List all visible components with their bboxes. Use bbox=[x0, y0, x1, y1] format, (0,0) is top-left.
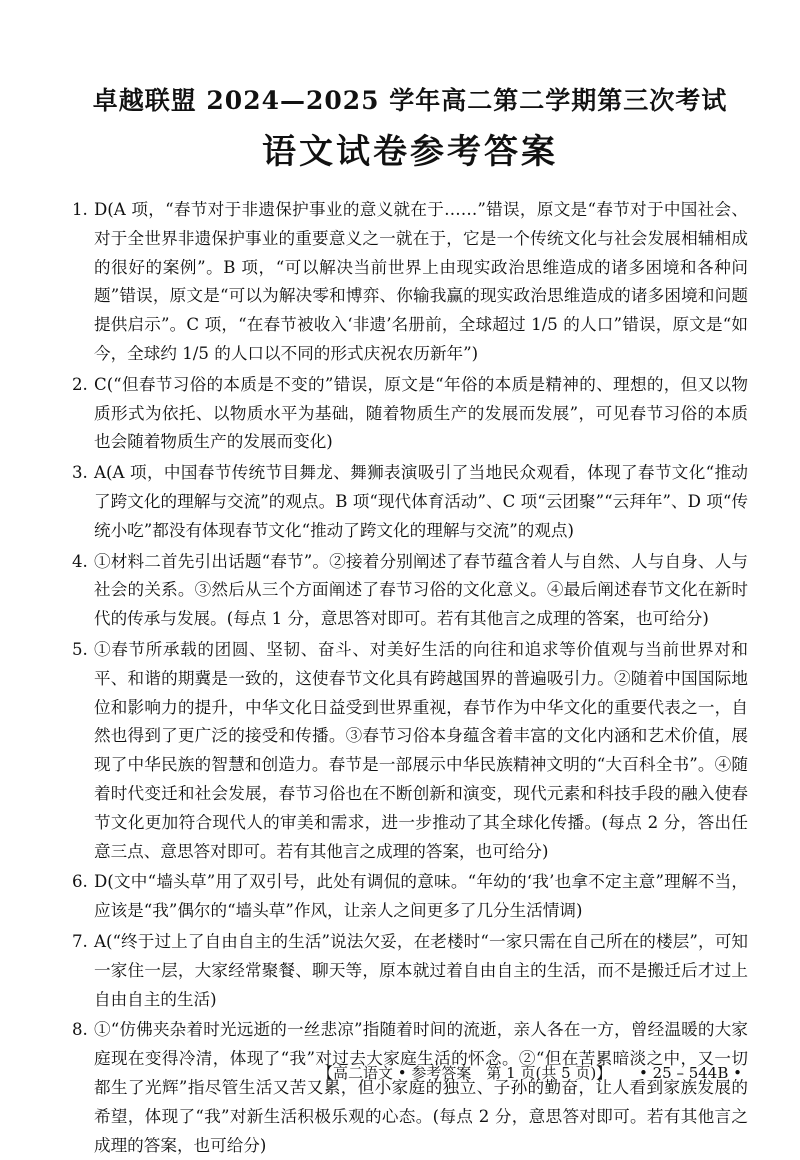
answer-text: ①“仿佛夹杂着时光远逝的一丝悲凉”指随着时间的流逝，亲人各在一方，曾经温暖的大家庭现在变得冷清，体现了“我”对过去大家庭生活的怀念。②“但在苦累暗淡之中，又一切都生了光辉”指尽管生活又苦又累，但小家庭的独立、子孙的勤奋，让人看到家族发展的希望，体现了“我”对新生活积极乐观的心态。(每点 2 分，意思答对即可。若有其他言之成理的答案，也可给分) bbox=[94, 1020, 748, 1155]
answer-text: D(文中“墙头草”用了双引号，此处有调侃的意味。“年幼的‘我’也拿不定主意”理解不当，应该是“我”偶尔的“墙头草”作风，让亲人之间更多了几分生活情调) bbox=[94, 872, 748, 921]
answer-item-6 bbox=[72, 868, 748, 926]
answer-number: 3. bbox=[72, 463, 88, 483]
answer-number: 7. bbox=[72, 931, 88, 951]
answer-text: D(A 项，“春节对于非遗保护事业的意义就在于……”错误，原文是“春节对于中国社会、对于全世界非遗保护事业的重要意义之一就在于，它是一个传统文化与社会发展相辅相成的很好的案例”。B 项，“可以解决当前世界上由现实政治思维造成的诸多困境和各种问题”错误，原文是“可以为解决零和博弈、你输我赢的现实政治思维造成的诸多困境和问题提供启示”。C 项，“在春节被收入‘非遗’名册前，全球超过 1/5 的人口”错误，原文是“如今，全球约 1/5 的人口以不同的形式庆祝农历新年”) bbox=[94, 200, 748, 363]
answer-item-7 bbox=[72, 928, 748, 1014]
footer-code: • 25 – 544B • bbox=[638, 1064, 742, 1082]
answer-number: 5. bbox=[72, 639, 88, 659]
answer-item-5 bbox=[72, 636, 748, 866]
answer-text: A(A 项，中国春节传统节目舞龙、舞狮表演吸引了当地民众观看，体现了春节文化“推动了跨文化的理解与交流”的观点。B 项“现代体育活动”、C 项“云团聚”“云拜年”、D 项“传统小吃”都没有体现春节文化“推动了跨文化的理解与交流”的观点) bbox=[94, 463, 748, 540]
answer-item-4 bbox=[72, 548, 748, 634]
answer-number: 6. bbox=[72, 872, 88, 892]
answer-text: ①春节所承载的团圆、坚韧、奋斗、对美好生活的向往和追求等价值观与当前世界对和平、和谐的期冀是一致的，这使春节文化具有跨越国界的普遍吸引力。②随着中国国际地位和影响力的提升，中华文化日益受到世界重视，春节作为中华文化的重要代表之一，自然也得到了更广泛的接受和传播。③春节习俗本身蕴含着丰富的文化内涵和艺术价值，展现了中华民族的智慧和创造力。春节是一部展示中华民族精神文明的“大百科全书”。④随着时代变迁和社会发展，春节习俗也在不断创新和演变，现代元素和科技手段的融入使春节文化更加符合现代人的审美和需求，进一步推动了其全球化传播。(每点 2 分，答出任意三点、意思答对即可。若有其他言之成理的答案，也可给分) bbox=[94, 639, 748, 861]
answer-text: A(“终于过上了自由自主的生活”说法欠妥，在老楼时“一家只需在自己所在的楼层”，可知一家住一层，大家经常聚餐、聊天等，原本就过着自由自主的生活，而不是搬迁后才过上自由自主的生活) bbox=[94, 931, 748, 1009]
answer-list bbox=[72, 196, 748, 1160]
answer-number: 2. bbox=[72, 374, 88, 394]
answer-item-3 bbox=[72, 459, 748, 545]
answer-item-2 bbox=[72, 371, 748, 457]
answer-item-8 bbox=[72, 1016, 748, 1160]
answer-number: 1. bbox=[72, 200, 88, 219]
answer-number: 4. bbox=[72, 551, 88, 571]
answer-text: ①材料二首先引出话题“春节”。②接着分别阐述了春节蕴含着人与自然、人与自身、人与社会的关系。③然后从三个方面阐述了春节习俗的文化意义。④最后阐述春节文化在新时代的传承与发展。(每点 1 分，意思答对即可。若有其他言之成理的答案，也可给分) bbox=[94, 551, 748, 629]
page-footer bbox=[0, 1060, 800, 1086]
answer-text: C(“但春节习俗的本质是不变的”错误，原文是“年俗的本质是精神的、理想的，但又以物质形式为依托、以物质水平为基础，随着物质生产的发展而发展”，可见春节习俗的本质也会随着物质生产的发展而变化) bbox=[94, 374, 748, 452]
exam-title: 卓越联盟 2024—2025 学年高二第二学期第三次考试 bbox=[92, 86, 728, 115]
document-title: 语文试卷参考答案 bbox=[262, 132, 558, 172]
answer-number: 8. bbox=[72, 1020, 88, 1040]
footer-page-info: 【高二语文 • 参考答案 第 1 页(共 5 页)】 bbox=[318, 1064, 612, 1082]
answer-item-1 bbox=[72, 196, 748, 369]
